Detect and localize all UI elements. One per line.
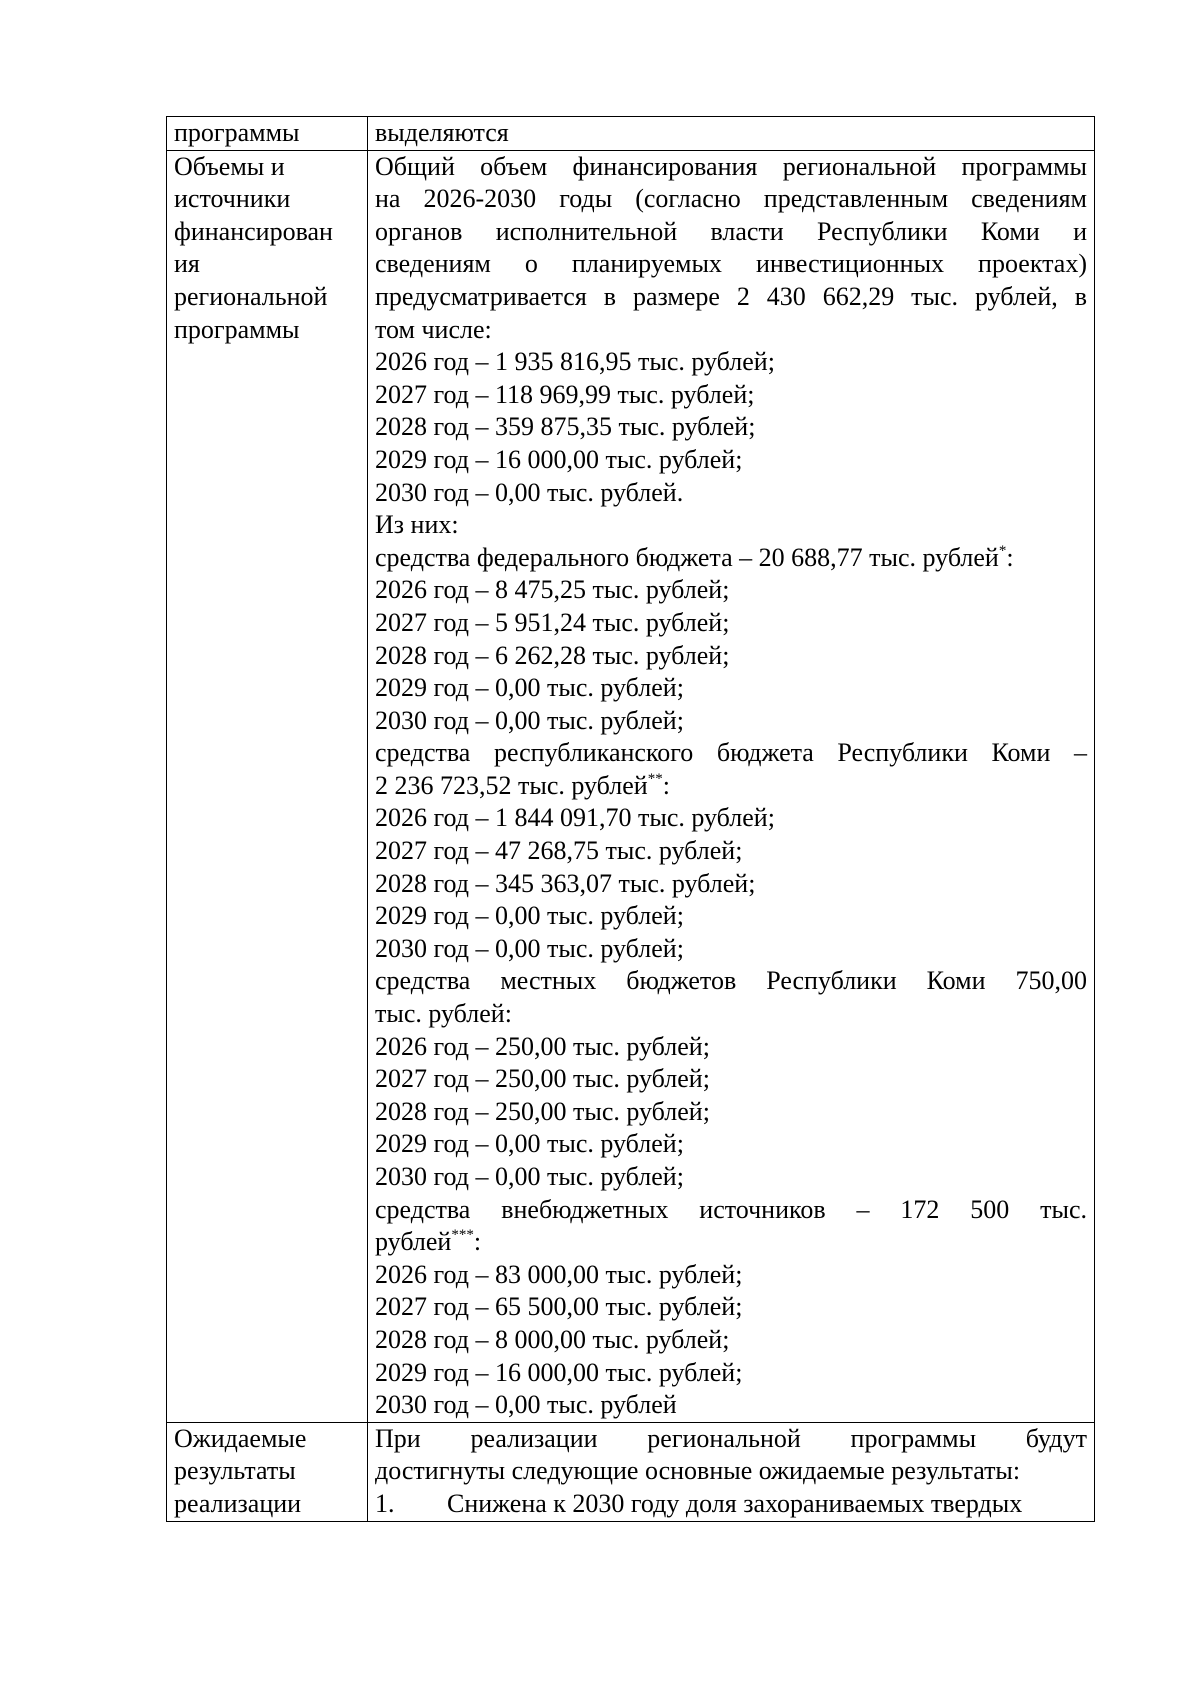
row-label-cell xyxy=(167,1422,368,1521)
federal-heading-text: средства федерального бюджета – 20 688,77 тыс. рублей xyxy=(375,542,999,572)
row-label-cell xyxy=(167,150,368,1422)
intro-line: Общий объем финансирования региональной программы xyxy=(375,151,1087,181)
republic-year-line: 2026 год – 1 844 091,70 тыс. рублей; xyxy=(375,803,775,833)
republic-heading-line xyxy=(375,770,1087,803)
funding-label-line: Объемы и xyxy=(174,151,285,181)
extrabudget-year-line: 2026 год – 83 000,00 тыс. рублей; xyxy=(375,1259,743,1289)
funding-label-line: финансирован xyxy=(174,216,333,246)
local-year-line: 2028 год – 250,00 тыс. рублей; xyxy=(375,1096,710,1126)
republic-year-line: 2027 год – 47 268,75 тыс. рублей; xyxy=(375,836,743,866)
table-row xyxy=(167,150,1095,1422)
local-year-line: 2027 год – 250,00 тыс. рублей; xyxy=(375,1064,710,1094)
results-line: достигнуты следующие основные ожидаемые результаты: xyxy=(375,1456,1021,1486)
results-label-line: Ожидаемые xyxy=(174,1423,307,1453)
intro-line: предусматривается в размере 2 430 662,29 тыс. рублей, в xyxy=(375,281,1087,311)
heading-colon: : xyxy=(1006,542,1014,572)
results-line: При реализации региональной программы будут xyxy=(375,1423,1087,1453)
federal-year-line: 2026 год – 8 475,25 тыс. рублей; xyxy=(375,575,730,605)
intro-line: сведениям о планируемых инвестиционных проектах) xyxy=(375,249,1087,279)
funding-details-cell xyxy=(368,150,1095,1422)
republic-heading-text: 2 236 723,52 тыс. рублей xyxy=(375,770,648,800)
of-which-label: Из них: xyxy=(375,510,459,540)
item-number: 1. xyxy=(375,1488,395,1518)
local-year-line: 2026 год – 250,00 тыс. рублей; xyxy=(375,1031,710,1061)
extrabudget-year-line: 2029 год – 16 000,00 тыс. рублей; xyxy=(375,1357,743,1387)
results-details-cell xyxy=(368,1422,1095,1521)
total-year-line: 2029 год – 16 000,00 тыс. рублей; xyxy=(375,444,743,474)
funding-label-line: программы xyxy=(174,314,300,344)
intro-line: органов исполнительной власти Республики Коми и xyxy=(375,216,1087,246)
heading-colon: : xyxy=(473,1227,482,1257)
footnote-mark: ** xyxy=(647,770,663,787)
results-label-line: реализации xyxy=(174,1488,302,1518)
total-year-line: 2026 год – 1 935 816,95 тыс. рублей; xyxy=(375,347,775,377)
total-year-line: 2028 год – 359 875,35 тыс. рублей; xyxy=(375,412,756,442)
total-year-line: 2030 год – 0,00 тыс. рублей. xyxy=(375,477,684,507)
federal-year-line: 2027 год – 5 951,24 тыс. рублей; xyxy=(375,607,730,637)
extrabudget-heading-line xyxy=(375,1226,1087,1259)
row-value: выделяются xyxy=(375,118,509,147)
extrabudget-year-line: 2027 год – 65 500,00 тыс. рублей; xyxy=(375,1292,743,1322)
item-text: Снижена к 2030 году доля захораниваемых твердых xyxy=(447,1488,1023,1518)
row-value-cell xyxy=(368,117,1095,151)
republic-year-line: 2029 год – 0,00 тыс. рублей; xyxy=(375,901,684,931)
federal-year-line: 2029 год – 0,00 тыс. рублей; xyxy=(375,673,684,703)
extrabudget-heading-text: рублей xyxy=(375,1227,452,1257)
results-item xyxy=(375,1488,1087,1521)
local-year-line: 2029 год – 0,00 тыс. рублей; xyxy=(375,1129,684,1159)
results-label-line: результаты xyxy=(174,1456,296,1486)
funding-label-line: ия xyxy=(174,249,200,279)
intro-line: том числе: xyxy=(375,314,492,344)
table-row xyxy=(167,1422,1095,1521)
republic-year-line: 2030 год – 0,00 тыс. рублей; xyxy=(375,933,684,963)
row-label-cell xyxy=(167,117,368,151)
republic-year-line: 2028 год – 345 363,07 тыс. рублей; xyxy=(375,868,756,898)
table-row xyxy=(167,117,1095,151)
footnote-mark: *** xyxy=(451,1227,474,1244)
federal-heading xyxy=(375,542,1087,575)
row-label: программы xyxy=(174,118,300,147)
total-year-line: 2027 год – 118 969,99 тыс. рублей; xyxy=(375,379,755,409)
extrabudget-heading-line: средства внебюджетных источников – 172 500 тыс. xyxy=(375,1194,1087,1224)
local-heading-line: тыс. рублей: xyxy=(375,999,512,1029)
federal-year-line: 2028 год – 6 262,28 тыс. рублей; xyxy=(375,640,730,670)
heading-colon: : xyxy=(662,770,670,800)
funding-label-line: источники xyxy=(174,184,291,214)
local-year-line: 2030 год – 0,00 тыс. рублей; xyxy=(375,1162,684,1191)
funding-label-line: региональной xyxy=(174,281,328,311)
passport-table xyxy=(166,116,1095,1522)
intro-line: на 2026-2030 годы (согласно представленным сведениям xyxy=(375,184,1087,214)
federal-year-line: 2030 год – 0,00 тыс. рублей; xyxy=(375,705,684,735)
footnote-mark: * xyxy=(998,542,1007,559)
extrabudget-year-line: 2030 год – 0,00 тыс. рублей xyxy=(375,1390,677,1420)
republic-heading-line: средства республиканского бюджета Республики Коми – xyxy=(375,738,1087,768)
extrabudget-year-line: 2028 год – 8 000,00 тыс. рублей; xyxy=(375,1324,730,1354)
local-heading-line: средства местных бюджетов Республики Коми 750,00 xyxy=(375,966,1087,996)
